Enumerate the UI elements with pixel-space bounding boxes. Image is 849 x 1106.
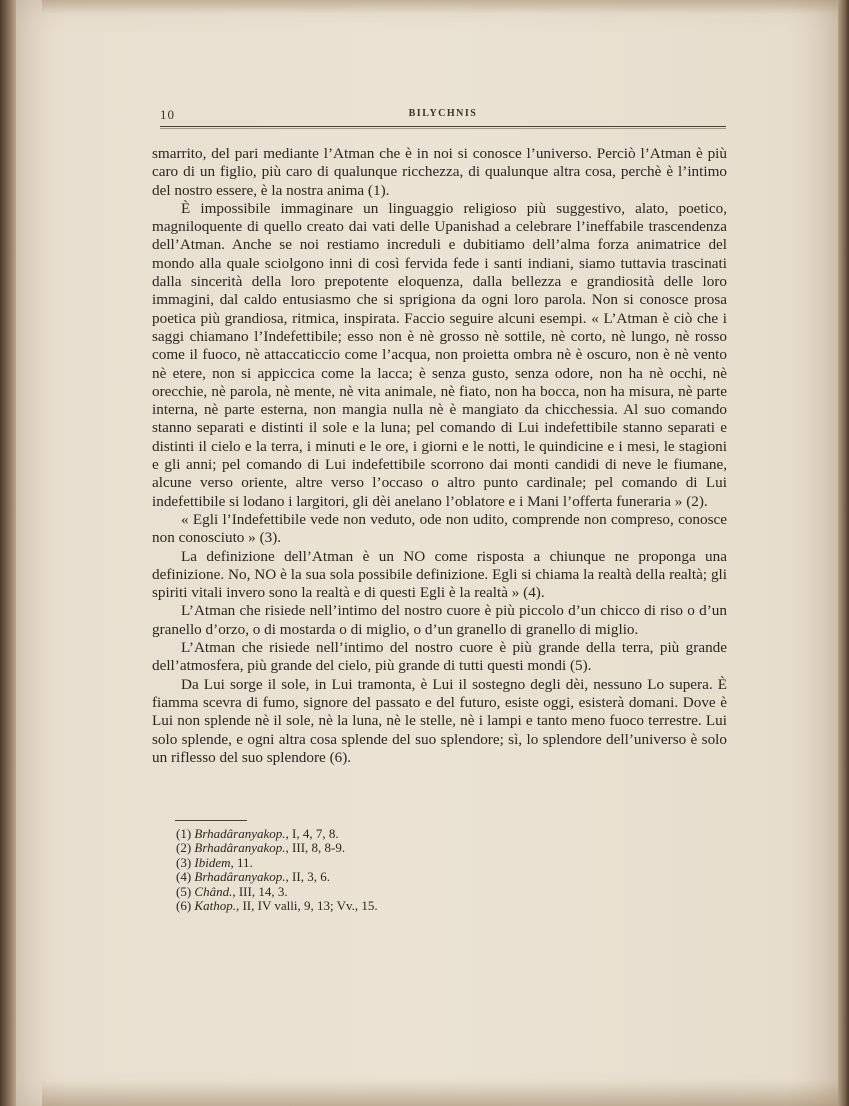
header-rule-secondary [160,128,726,129]
footnote-work: Chând. [194,883,233,899]
footnote [176,856,576,870]
page-right-edge [838,0,849,1106]
footnote-reference: , II, 3, 6. [285,869,330,885]
footnote [176,899,576,913]
footnotes [176,827,576,913]
footnote [176,841,576,855]
footnote-work: Brhadâranyakop. [194,840,286,856]
footnote-reference: , 11. [230,854,253,870]
page-number: 10 [160,107,175,122]
paragraph: È impossibile immaginare un linguaggio religioso più suggestivo, alato, poetico, magniloquente di quello creato dai vati delle Upanishad a celebrare l’ineffabile trascendenza dell’Atman. Anche se noi restiamo increduli e dubitiamo dell’alma forza animatrice del mondo alla quale sciolgono inni di così fervida fede i santi indiani, siamo tuttavia trascinati dalla sincerità della loro prepotente eloquenza, dalla bellezza e grandiosità delle loro immagini, dal caldo entusiasmo che si sprigiona da ogni loro parola. Non si conosce prosa poetica più grandiosa, ritmica, inspirata. Faccio seguire alcuni esempi. « L’Atman è ciò che i saggi chiamano l’Indefettibile; esso non è nè grosso nè sottile, nè corto, nè lungo, nè rosso come il fuoco, nè attaccaticcio come l’acqua, non proietta ombra nè è oscuro, non è nè vento nè etere, non si appiccica come la lacca; è senza gusto, senza odore, non ha nè occhi, nè orecchie, nè parola, nè mente, nè vita animale, nè fiato, non ha bocca, non ha misura, nè parte interna, nè parte esterna, non mangia nulla nè è mangiato da chicchessia. Al suo comando stanno separati e distinti il sole e la luna; pel comando di Lui indefettibile stanno separati e distinti il cielo e la terra, i minuti e le ore, i giorni e le notti, le quindicine e i mesi, le stagioni e gli anni; pel comando di Lui indefettibile scorrono dai monti candidi di neve le fiumane, alcune verso oriente, altre verso l’occaso o altro punto cardinale; pel comando di Lui indefettibile si lodano i largitori, gli dèi anelano l’oblatore e i Mani l’offerta funeraria » (2). [152,199,727,510]
paragraph: « Egli l’Indefettibile vede non veduto, ode non udito, comprende non compreso, conosce non conosciuto » (3). [152,510,727,547]
footnote-reference: , I, 4, 7, 8. [285,826,339,841]
paragraph: L’Atman che risiede nell’intimo del nostro cuore è più piccolo d’un chicco di riso o d’un granello d’orzo, o di mostarda o di miglio, o d’un granello di granello di miglio. [152,602,727,638]
footnote-reference: , II, IV valli, 9, 13; Vv., 15. [235,898,378,914]
footnote-reference: , III, 14, 3. [232,883,288,899]
page-top-stain [42,0,842,14]
footnote-work: Kathop. [194,898,236,914]
page-bottom-stain [42,1080,842,1106]
footnote-work: Ibidem [194,854,231,870]
footnotes-rule [175,820,247,821]
footnote-work: Brhadâranyakop. [194,869,286,885]
paragraph: La definizione dell’Atman è un NO come risposta a chiunque ne proponga una definizione. No, NO è la sua sola possibile definizione. Egli si chiama la realtà della realtà; gli spiriti vitali invero sono la realtà e di questi Egli è la realtà » (4). [152,547,727,602]
paragraph: Da Lui sorge il sole, in Lui tramonta, è Lui il sostegno degli dèi, nessuno Lo supera. È fiamma scevra di fumo, signore del passato e del futuro, esiste oggi, esisterà domani. Dove è Lui non splende nè il sole, nè la luna, nè le stelle, nè i lampi e tanto meno fuoco terrestre. Lui solo splende, e ogni altra cosa splende del suo splendore; sì, lo splendore dell’universo è solo un riflesso del suo splendore (6). [152,675,727,766]
page-spine-shadow [0,0,16,1106]
footnote-number: (3) [176,854,192,870]
footnote-work: Brhadâranyakop. [194,826,286,841]
running-title: BILYCHNIS [408,108,478,119]
footnote-reference: , III, 8, 8-9. [285,840,346,856]
footnote [176,870,576,884]
page-header [160,107,726,127]
footnote-number: (1) [176,826,192,841]
footnote-number: (6) [176,898,192,914]
footnote [176,885,576,899]
footnote-number: (4) [176,869,192,885]
paragraph: smarrito, del pari mediante l’Atman che è in noi si conosce l’universo. Perciò l’Atman è più caro di un figlio, più caro di qualunque ricchezza, di qualunque altra cosa, perchè è l’intimo del nostro essere, è la nostra anima (1). [152,145,727,199]
paragraph: L’Atman che risiede nell’intimo del nostro cuore è più grande della terra, più grande dell’atmosfera, più grande del cielo, più grande di tutti questi mondi (5). [152,639,727,675]
footnote [176,827,576,841]
footnote-number: (2) [176,840,192,856]
header-rule [160,126,726,127]
footnote-number: (5) [176,883,192,899]
body-text [152,145,727,767]
